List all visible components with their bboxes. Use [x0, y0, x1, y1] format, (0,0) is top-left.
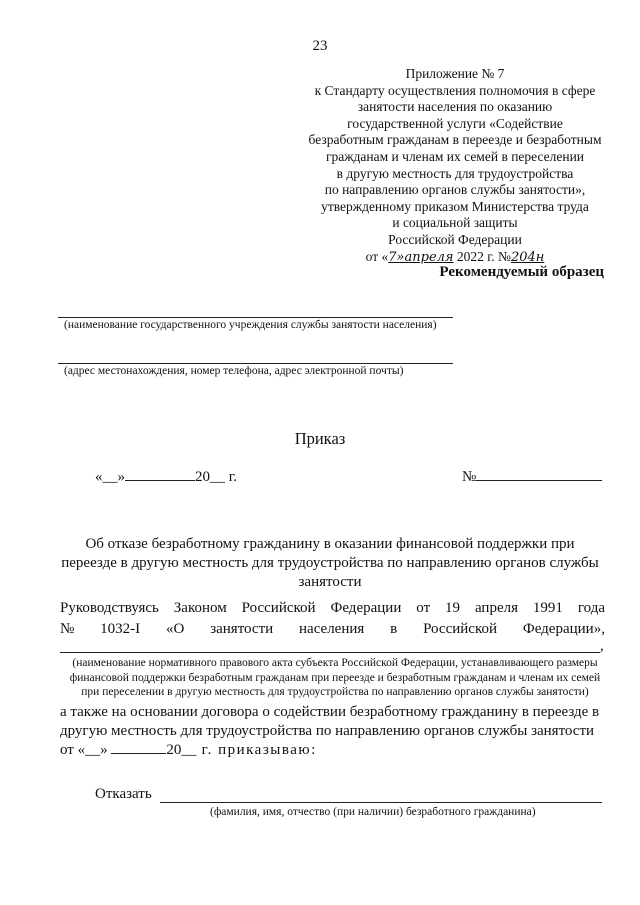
appendix-line: по направлению органов службы занятости», — [324, 182, 586, 198]
appendix-line: занятости населения по оказанию — [357, 99, 553, 115]
institution-caption: (наименование государственного учреждения службы занятости населения) — [64, 319, 437, 331]
contract-year-blank[interactable]: __ — [181, 742, 197, 758]
citizen-name-caption: (фамилия, имя, отчество (при наличии) безработного гражданина) — [210, 806, 536, 818]
appendix-line: к Стандарту осуществления полномочия в сфере — [314, 82, 596, 98]
document-title: Приказ — [294, 429, 346, 448]
appendix-header — [300, 66, 610, 266]
handwritten-number: 204н — [510, 249, 545, 265]
legal-act-caption: (наименование нормативного правового акта субъекта Российской Федерации, устанавливающего размеры финансовой поддержки безработным гражданам при переезде и безработным гражданам и членам их семей при переселении в другую местность для трудоустройства по направлению органов службы занятости) — [69, 657, 601, 698]
address-caption: (адрес местонахождения, номер телефона, адрес электронной почты) — [64, 365, 404, 377]
sample-label: Рекомендуемый образец — [439, 264, 604, 280]
appendix-line: Приложение № 7 — [405, 66, 505, 81]
refuse-label: Отказать — [95, 786, 152, 802]
appendix-line: и социальной защиты — [392, 215, 518, 231]
month-blank[interactable] — [125, 467, 195, 481]
body-continuation: а также на основании договора о содействии безработному гражданину в переезде в другую местность для трудоустройства по направлению органов службы занятости от «__» 20__ г. приказываю: — [60, 704, 600, 758]
handwritten-month: »апреля — [396, 249, 454, 265]
number-label: № — [462, 469, 477, 485]
number-blank[interactable] — [476, 467, 602, 481]
legal-act-line[interactable] — [60, 652, 600, 653]
year-blank[interactable]: __ — [210, 469, 225, 485]
page-number: 23 — [312, 38, 328, 54]
legal-act-comma: , — [600, 638, 604, 654]
citizen-name-line[interactable] — [160, 802, 602, 803]
appendix-line: утвержденному приказом Министерства труда — [321, 198, 589, 214]
body-line-2: № 1032-I «О занятости населения в Российской Федерации», — [60, 621, 605, 637]
appendix-line: в другую местность для трудоустройства — [336, 165, 574, 181]
handwritten-day: 7 — [388, 249, 397, 265]
appendix-line: гражданам и членам их семей в переселении — [325, 148, 585, 164]
appendix-line: государственной услуги «Содействие — [347, 115, 563, 131]
contract-day-blank[interactable]: __ — [85, 742, 101, 758]
body-line-1: Руководствуясь Законом Российской Федерации от 19 апреля 1991 года — [60, 600, 605, 616]
appendix-line: безработным гражданам в переезде и безработным — [308, 132, 602, 148]
appendix-line: Российской Федерации — [388, 231, 522, 247]
order-number-line — [462, 467, 602, 486]
contract-month-blank[interactable] — [111, 740, 166, 754]
appendix-date-line: от «7»апреля 2022 г. №204н — [365, 248, 545, 265]
institution-name-line[interactable] — [58, 317, 453, 318]
day-blank[interactable]: __ — [102, 469, 118, 485]
address-line[interactable] — [58, 363, 453, 364]
order-subject: Об отказе безработному гражданину в оказании финансовой поддержки при переезде в другую местность для трудоустройства по направлению органов службы занятости — [61, 536, 599, 590]
order-date-line: «__» 20__ г. — [95, 469, 237, 485]
